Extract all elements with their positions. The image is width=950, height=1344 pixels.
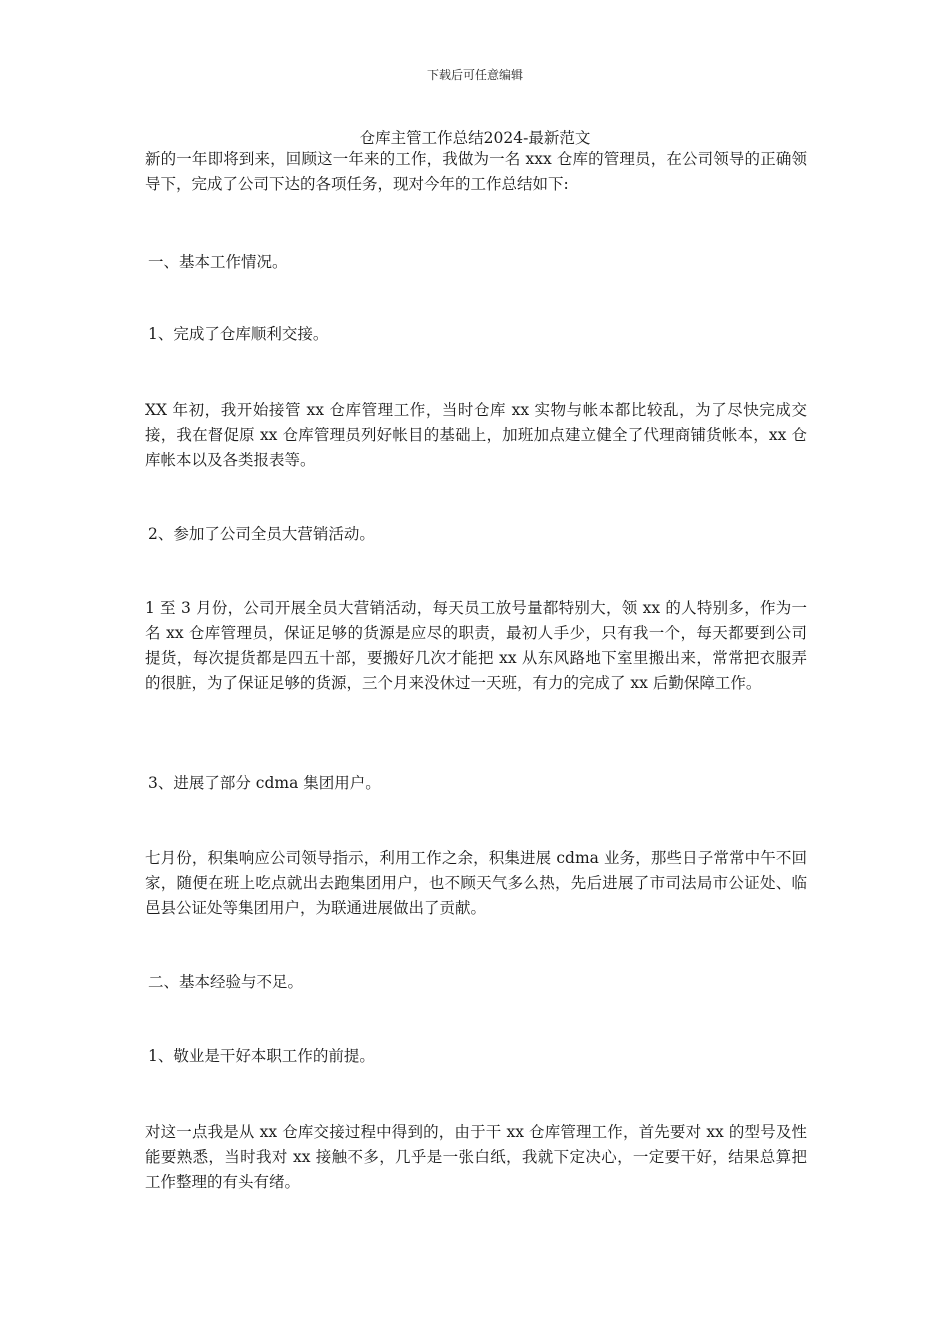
section1-heading: 一、基本工作情况。 [148, 253, 288, 271]
item1-heading: 1、完成了仓库顺利交接。 [148, 325, 329, 343]
item3-paragraph: 七月份，积集响应公司领导指示，利用工作之余，积集进展 cdma 业务，那些日子常常中午不回家，随便在班上吃点就出去跑集团用户，也不顾天气多么热，先后进展了市司法局市公证处、临邑县公证处等集团用户，为联通进展做出了贡献。 [145, 849, 807, 917]
item2-heading: 2、参加了公司全员大营销活动。 [148, 525, 375, 543]
item4-heading: 1、敬业是干好本职工作的前提。 [148, 1047, 375, 1065]
item2-paragraph: 1 至 3 月份，公司开展全员大营销活动，每天员工放号量都特别大，领 xx 的人特别多，作为一名 xx 仓库管理员，保证足够的货源是应尽的职责，最初人手少，只有我一个，每天都要到公司提货，每次提货都是四五十部，要搬好几次才能把 xx 从东风路地下室里搬出来，常常把衣服弄的很脏，为了保证足够的货源，三个月来没休过一天班，有力的完成了 xx 后勤保障工作。 [145, 599, 807, 692]
item4-paragraph: 对这一点我是从 xx 仓库交接过程中得到的，由于干 xx 仓库管理工作，首先要对 xx 的型号及性能要熟悉，当时我对 xx 接触不多，几乎是一张白纸，我就下定决心，一定要干好，结果总算把工作整理的有头有绪。 [145, 1123, 807, 1191]
section2-heading: 二、基本经验与不足。 [148, 973, 304, 991]
item1-paragraph: XX 年初，我开始接管 xx 仓库管理工作，当时仓库 xx 实物与帐本都比较乱，为了尽快完成交接，我在督促原 xx 仓库管理员列好帐目的基础上，加班加点建立健全了代理商铺货帐本，xx 仓库帐本以及各类报表等。 [145, 401, 807, 469]
document-title: 仓库主管工作总结2024-最新范文 [359, 129, 591, 147]
header-note: 下载后可任意编辑 [426, 68, 523, 82]
intro-paragraph: 新的一年即将到来，回顾这一年来的工作，我做为一名 xxx 仓库的管理员，在公司领导的正确领导下，完成了公司下达的各项任务，现对今年的工作总结如下: [145, 150, 807, 193]
item3-heading: 3、进展了部分 cdma 集团用户。 [148, 774, 381, 792]
